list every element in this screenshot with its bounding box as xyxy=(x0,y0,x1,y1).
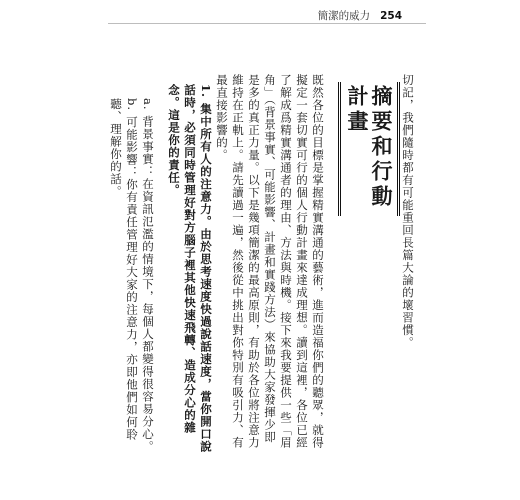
point-1-impact: b. 可能影響：你有責任管理好大家的注意力，亦即他們如何聆聽、理解你的話。 xyxy=(109,98,139,441)
page-body xyxy=(109,74,416,454)
point-1-background: a. 背景事實：在資訊氾濫的情境下，每個人都變得很容易分心。 xyxy=(141,98,155,453)
intro-line: 切記，我們隨時都有可能重回長篇大論的壞習慣。 xyxy=(401,74,415,349)
header-rule xyxy=(108,23,426,24)
page-number: 254 xyxy=(380,9,402,22)
body-paragraph: 既然各位的目標是掌握精實溝通的藝術，進而造福你們的聽眾，就得擬定一套切實可行的個人行動計畫來達成理想。讀到這裡，各位已經了解成爲精實溝通者的理由、方法與時機。接下來我要提供一些「眉角」（背景事實、可能影響、計畫和實踐方法）來協助大家發揮少即是多的真正力量。以下是幾項簡潔的最高原則，有助於各位將注意力維持在正軌上。請先讀過一遍，然後從中挑出對你特別有吸引力、有最直接影響的。 xyxy=(215,74,325,449)
book-title: 簡潔的威力 xyxy=(317,10,371,22)
running-head xyxy=(318,8,402,23)
section-title: 摘要和行動計畫 xyxy=(338,82,400,216)
point-1-heading: 1. 集中所有人的注意力。由於思考速度快過說話速度，當你開口說話時，必須同時管理好對方腦子裡其他快速飛轉、造成分心的雜念。這是你的責任。 xyxy=(167,84,213,454)
